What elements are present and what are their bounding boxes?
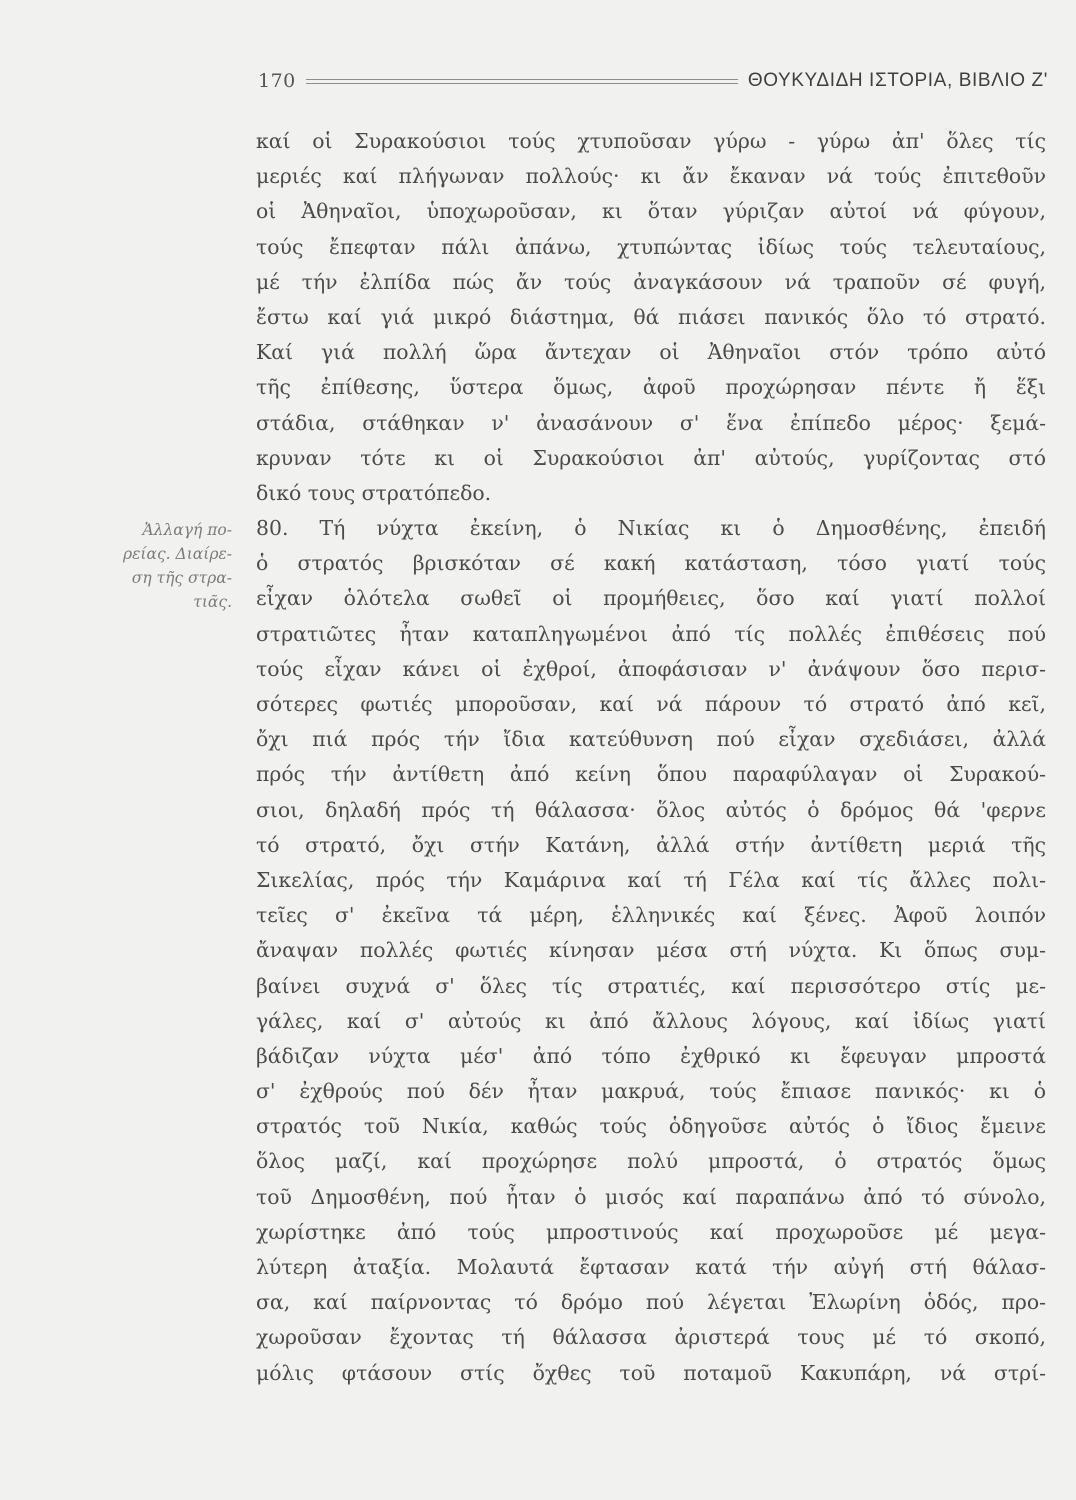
text-line: σότερες φωτιές μποροῦσαν, καί νά πάρουν τό στρατό ἀπό κεῖ, [256, 692, 1046, 716]
text-line: Καί γιά πολλή ὥρα ἄντεχαν οἱ Ἀθηναῖοι στόν τρόπο αὐτό [256, 340, 1046, 365]
text-line: Σικελίας, πρός τήν Καμάρινα καί τή Γέλα καί τίς ἄλλες πολι- [256, 867, 1046, 892]
text-line: στάδια, στάθηκαν ν' ἀνασάνουν σ' ἕνα ἐπίπεδο μέρος· ξεμά- [256, 410, 1046, 435]
text-line: πρός τήν ἀντίθετη ἀπό κείνη ὅπου παραφύλαγαν οἱ Συρακού- [256, 762, 1046, 787]
text-line: τοῦ Δημοσθένη, πού ἦταν ὁ μισός καί παραπάνω ἀπό τό σύνολο, [256, 1184, 1046, 1209]
text-line: ἔστω καί γιά μικρό διάστημα, θά πιάσει πανικός ὅλο τό στρατό. [256, 304, 1046, 329]
text-line: ὅλος μαζί, καί προχώρησε πολύ μπροστά, ὁ στρατός ὅμως [256, 1149, 1046, 1174]
running-header [258, 66, 1048, 96]
text-line: τούς ἔπεφταν πάλι ἀπάνω, χτυπώντας ἰδίως τούς τελευταίους, [256, 234, 1046, 259]
text-line: στρατιῶτες ἦταν καταπληγωμένοι ἀπό τίς πολλές ἐπιθέσεις πού [256, 621, 1046, 646]
page-number: 170 [258, 70, 296, 92]
text-line: δικό τους στρατόπεδο. [256, 480, 492, 505]
text-line: μόλις φτάσουν στίς ὄχθες τοῦ ποταμοῦ Κακυπάρη, νά στρί- [256, 1360, 1046, 1385]
text-line: τεῖες σ' ἐκεῖνα τά μέρη, ἑλληνικές καί ξένες. Ἀφοῦ λοιπόν [256, 903, 1046, 928]
text-line: τούς εἶχαν κάνει οἱ ἐχθροί, ἀποφάσισαν ν' ἀνάψουν ὅσο περισ- [256, 656, 1046, 681]
text-line: ὁ στρατός βρισκόταν σέ κακή κατάσταση, τόσο γιατί τούς [256, 551, 1046, 576]
margin-note-line: ρείας. Διαίρε- [123, 545, 232, 563]
body-text [256, 124, 1046, 1391]
text-line: μεριές καί πλήγωναν πολλούς· κι ἄν ἔκαναν νά τούς ἐπιτεθοῦν [256, 164, 1046, 189]
text-line: σ' ἐχθρούς πού δέν ἦταν μακρυά, τούς ἔπιασε πανικός· κι ὁ [256, 1079, 1046, 1104]
text-line: τό στρατό, ὄχι στήν Κατάνη, ἀλλά στήν ἀντίθετη μεριά τῆς [256, 832, 1046, 857]
text-line: τῆς ἐπίθεσης, ὕστερα ὅμως, ἀφοῦ προχώρησαν πέντε ἤ ἕξι [256, 375, 1046, 400]
text-line: στρατός τοῦ Νικία, καθώς τούς ὁδηγοῦσε αὐτός ὁ ἴδιος ἔμεινε [256, 1114, 1046, 1139]
margin-note-line: τιᾶς. [193, 593, 232, 611]
text-line: χωροῦσαν ἔχοντας τή θάλασσα ἀριστερά τους μέ τό σκοπό, [256, 1325, 1046, 1350]
text-line: σα, καί παίρνοντας τό δρόμο πού λέγεται Ἐλωρίνη ὁδός, προ- [256, 1290, 1046, 1315]
text-line: ἄναψαν πολλές φωτιές κίνησαν μέσα στή νύχτα. Κι ὅπως συμ- [256, 938, 1046, 963]
text-line: λύτερη ἀταξία. Μολαυτά ἔφτασαν κατά τήν αὐγή στή θάλασ- [256, 1255, 1046, 1279]
text-line: οἱ Ἀθηναῖοι, ὑποχωροῦσαν, κι ὅταν γύριζαν αὐτοί νά φύγουν, [256, 199, 1046, 224]
text-line: 80. Τή νύχτα ἐκείνη, ὁ Νικίας κι ὁ Δημοσθένης, ἐπειδή [256, 516, 1046, 541]
text-line: ὄχι πιά πρός τήν ἴδια κατεύθυνση πού εἶχαν σχεδιάσει, ἀλλά [256, 727, 1046, 752]
text-line: χωρίστηκε ἀπό τούς μπροστινούς καί προχωροῦσε μέ μεγα- [256, 1219, 1046, 1244]
text-line: σιοι, δηλαδή πρός τή θάλασσα· ὅλος αὐτός ὁ δρόμος θά 'φερνε [256, 797, 1046, 822]
text-line: καί οἱ Συρακούσιοι τούς χτυποῦσαν γύρω - γύρω ἀπ' ὅλες τίς [256, 129, 1046, 153]
text-line: γάλες, καί σ' αὐτούς κι ἀπό ἄλλους λόγους, καί ἰδίως γιατί [256, 1008, 1046, 1033]
text-line: κρυναν τότε κι οἱ Συρακούσιοι ἀπ' αὐτούς, γυρίζοντας στό [256, 445, 1046, 470]
text-line: μέ τήν ἐλπίδα πώς ἄν τούς ἀναγκάσουν νά τραποῦν σέ φυγή, [256, 269, 1046, 294]
text-line: βάδιζαν νύχτα μέσ' ἀπό τόπο ἐχθρικό κι ἔφευγαν μπροστά [256, 1043, 1046, 1068]
text-line: βαίνει συχνά σ' ὅλες τίς στρατιές, καί περισσότερο στίς με- [256, 973, 1046, 998]
header-rule [306, 79, 738, 84]
running-title: ΘΟΥΚΥΔΙΔΗ ΙΣΤΟΡΙΑ, ΒΙΒΛΙΟ Ζ' [747, 70, 1048, 91]
text-line: εἶχαν ὁλότελα σωθεῖ οἱ προμήθειες, ὅσο καί γιατί πολλοί [256, 586, 1046, 611]
margin-note-line: Ἀλλαγή πο- [142, 521, 232, 539]
margin-note-line: ση τῆς στρα- [131, 569, 232, 587]
